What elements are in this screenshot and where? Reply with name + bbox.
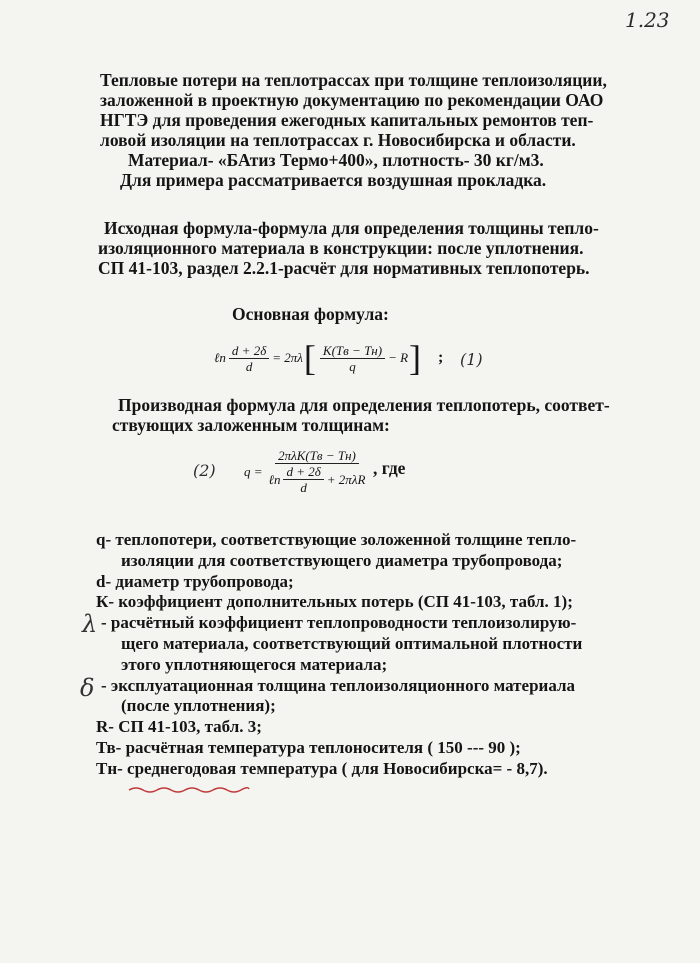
inner-numerator: K(Tв − Tн) (320, 343, 385, 359)
definition-tv: Тв- расчётная температура теплоносителя ( 150 --- 90 ); (96, 737, 521, 757)
where-label: , где (373, 458, 406, 478)
handwritten-lambda-symbol: λ (82, 610, 98, 638)
header-line: Тепловые потери на теплотрассах при толщине теплоизоляции, (100, 70, 607, 90)
formula-mark-1: (1) (460, 350, 483, 369)
log-numerator: d + 2δ (283, 464, 323, 480)
derived-line: Производная формула для определения теплопотерь, соответ- (118, 395, 610, 415)
header-line: заложенной в проектную документацию по рекомендации ОАО (100, 90, 604, 110)
inner-denominator: q (349, 358, 356, 374)
intro-line: СП 41-103, раздел 2.2.1-расчёт для нормативных теплопотерь. (98, 258, 590, 278)
right-bracket: ] (409, 338, 422, 378)
definition-delta: - эксплуатационная толщина теплоизоляционного материала (101, 675, 576, 695)
minus-r-term: − R (388, 350, 409, 365)
example-line: Для примера рассматривается воздушная прокладка. (120, 170, 547, 190)
left-bracket: [ (303, 338, 316, 378)
derived-formula (244, 448, 371, 495)
page-number: 1.23 (625, 8, 670, 32)
derived-block (112, 395, 642, 435)
fraction-numerator: d + 2δ (229, 343, 269, 359)
derived-line: ствующих заложенным толщинам: (112, 415, 390, 435)
handwritten-delta-symbol: δ (80, 674, 95, 702)
derived-fraction (266, 448, 369, 495)
ln-symbol: ℓn (268, 472, 281, 487)
header-line: ловой изоляции на теплотрассах г. Новосибирска и области. (100, 130, 576, 150)
denominator-tail: + 2πλR (326, 472, 366, 487)
definition-tn: Тн- среднегодовая температура ( для Новосибирска= - 8,7). (96, 758, 548, 778)
intro-block (98, 218, 643, 278)
log-fraction (283, 464, 323, 495)
material-line: Материал- «БАтиз Термо+400», плотность- 30 кг/м3. (128, 150, 544, 170)
definition-lambda-cont: этого уплотняющегося материала; (121, 654, 388, 674)
red-underline-squiggle (128, 785, 250, 795)
formula-semicolon: ; (438, 349, 444, 366)
formula-mark-2: (2) (193, 461, 216, 480)
main-formula-title: Основная формула: (232, 304, 389, 324)
derived-denominator (266, 464, 369, 495)
equals-term: = 2πλ (272, 350, 303, 365)
definition-k: К- коэффициент дополнительных потерь (СП 41-103, табл. 1); (96, 592, 573, 612)
definitions-list (96, 530, 656, 780)
main-formula (214, 340, 443, 376)
definition-q-cont: изоляции для соответствующего диаметра трубопровода; (121, 550, 563, 570)
ln-symbol: ℓn (214, 350, 226, 365)
q-equals: q = (244, 463, 263, 479)
intro-line: Исходная формула-формула для определения толщины тепло- (104, 218, 599, 238)
inner-fraction (320, 343, 385, 374)
definition-q: q- теплопотери, соответствующие золоженной толщине тепло- (96, 530, 577, 549)
definition-r: R- СП 41-103, табл. 3; (96, 717, 262, 737)
header-block (100, 70, 640, 190)
definition-lambda-cont: щего материала, соответствующий оптимальной плотности (121, 633, 583, 653)
header-line: НГТЭ для проведения ежегодных капитальных ремонтов теп- (100, 110, 594, 130)
definition-d: d- диаметр трубопровода; (96, 571, 294, 591)
intro-line: изоляционного материала в конструкции: после уплотнения. (98, 238, 584, 258)
definition-lambda: - расчётный коэффициент теплопроводности теплоизолирую- (101, 613, 577, 633)
derived-numerator: 2πλK(Tв − Tн) (275, 448, 359, 464)
definition-delta-cont: (после уплотнения); (121, 696, 276, 716)
fraction (229, 343, 269, 374)
log-denominator: d (300, 480, 307, 495)
fraction-denominator: d (245, 358, 253, 374)
